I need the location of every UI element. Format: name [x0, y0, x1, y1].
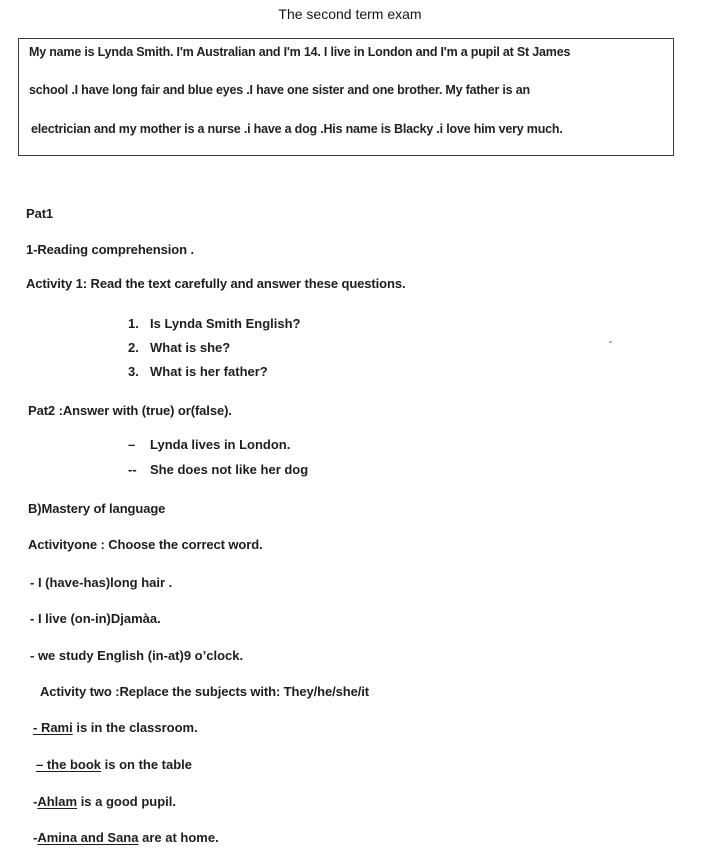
statement-item — [128, 462, 308, 477]
activity1-line — [26, 276, 406, 291]
question-text: Is Lynda Smith English? — [150, 316, 301, 331]
question-number: 1. — [128, 316, 139, 331]
exam-title: The second term exam — [278, 6, 422, 22]
question-item — [128, 340, 230, 355]
activity-one-line — [28, 537, 263, 552]
statement-bullet: – — [128, 437, 136, 452]
item-prefix: - — [33, 794, 38, 809]
activity-one-instruction: : Choose the correct word. — [96, 537, 263, 552]
statement-item — [128, 437, 290, 452]
replace-item — [36, 757, 192, 772]
question-item — [128, 316, 300, 331]
underlined-subject: – the book — [36, 757, 102, 772]
activity-two-label: Activity two — [40, 684, 112, 699]
part1-label: Pat1 — [26, 206, 54, 221]
question-number: 3. — [128, 364, 139, 379]
mastery-heading: B)Mastery of language — [28, 501, 166, 516]
item-rest: is in the classroom. — [72, 720, 198, 735]
underlined-subject: - Rami — [33, 720, 73, 735]
item-rest: is on the table — [101, 757, 193, 772]
statement-bullet: -- — [128, 462, 137, 477]
scan-speck — [609, 341, 612, 343]
part2-instruction: Answer with (true) or(false). — [62, 403, 232, 418]
choose-item: - I (have-has)long hair . — [30, 575, 173, 590]
activity-two-line — [40, 684, 369, 699]
activity1-instruction: Read the text carefully and answer these questions. — [87, 276, 406, 291]
question-text: What is she? — [150, 340, 231, 355]
reading-text-line: school .I have long fair and blue eyes .I have one sister and one brother. My father is an — [29, 83, 530, 97]
question-text: What is her father? — [150, 364, 268, 379]
part2-line — [28, 403, 232, 418]
underlined-subject: Ahlam — [37, 794, 78, 809]
replace-item — [33, 720, 198, 735]
question-item — [128, 364, 268, 379]
reading-text-line: My name is Lynda Smith. I'm Australian and I'm 14. I live in London and I'm a pupil at St James — [29, 45, 571, 59]
item-rest: is a good pupil. — [77, 794, 177, 809]
replace-item — [33, 794, 176, 809]
statement-text: Lynda lives in London. — [150, 437, 291, 452]
reading-text-line: electrician and my mother is a nurse .i have a dog .His name is Blacky .i love him very much. — [31, 122, 563, 136]
activity-one-label: Activityone — [28, 537, 97, 552]
activity1-label: Activity 1: — [26, 276, 88, 291]
activity-two-instruction: :Replace the subjects with: They/he/she/it — [111, 684, 369, 699]
replace-item — [33, 830, 219, 845]
choose-item: - I live (on-in)Djamàa. — [30, 611, 161, 626]
underlined-subject: Amina and Sana — [37, 830, 139, 845]
question-number: 2. — [128, 340, 139, 355]
reading-comprehension-heading: 1-Reading comprehension . — [26, 242, 194, 257]
part2-label: Pat2 : — [28, 403, 63, 418]
reading-text-box — [18, 38, 674, 156]
item-rest: are at home. — [138, 830, 219, 845]
statement-text: She does not like her dog — [150, 462, 309, 477]
choose-item: - we study English (in-at)9 o’clock. — [30, 648, 244, 663]
item-prefix: - — [33, 830, 38, 845]
